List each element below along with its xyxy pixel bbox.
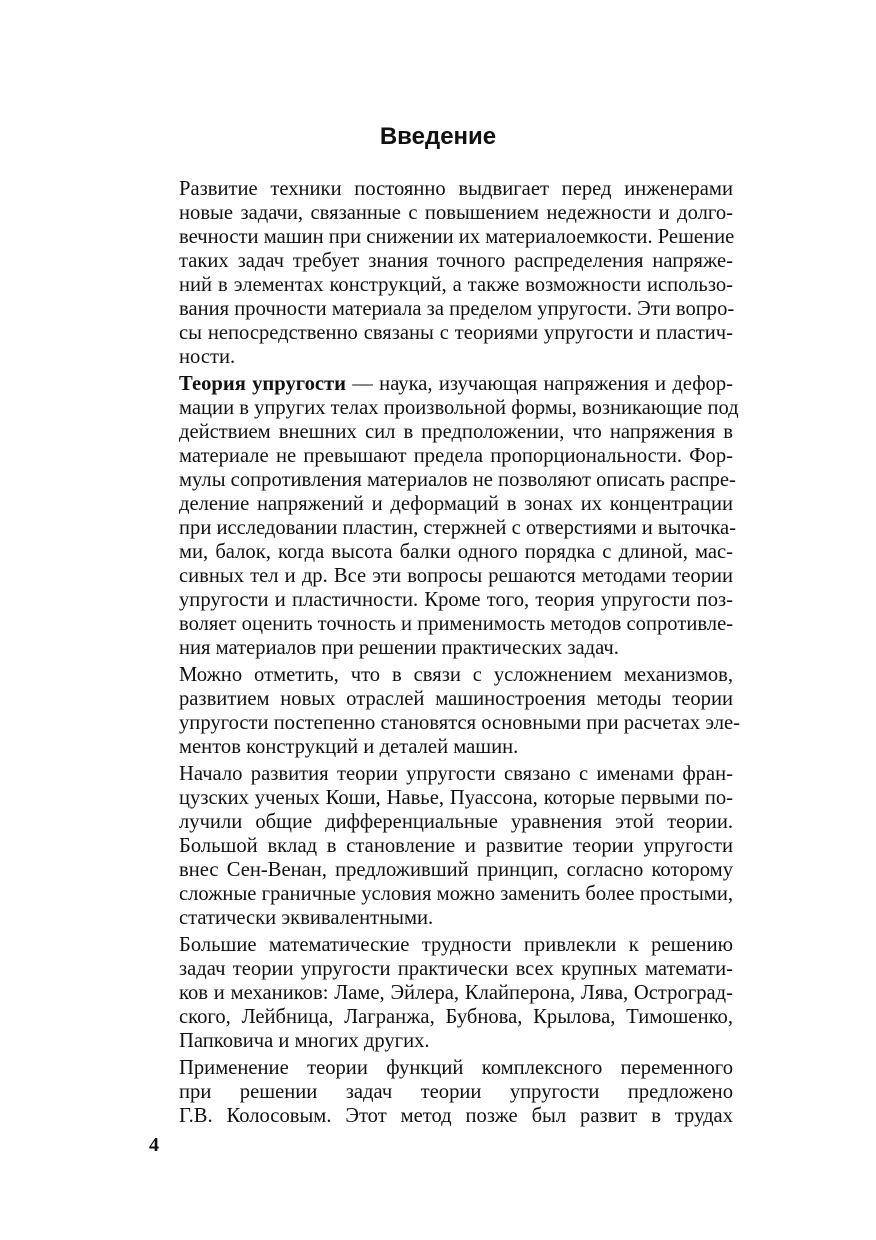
text-fragment: — наука, изучающая напряжения и дефор- <box>346 373 733 395</box>
text-line: Папковича и многих других. <box>179 1030 430 1052</box>
text-line: Применение теории функций комплексного переменного <box>179 1057 733 1079</box>
text-line: сивных тел и др. Все эти вопросы решаются методами теории <box>179 565 733 587</box>
text-line: ского, Лейбница, Лагранжа, Бубнова, Крылова, Тимошенко, <box>179 1006 733 1028</box>
text-line: при решении задач теории упругости предложено <box>179 1081 733 1103</box>
text-line: упругости постепенно становятся основными при расчетах эле- <box>179 712 741 734</box>
text-line: внес Сен-Венан, предложивший принцип, согласно которому <box>179 859 733 881</box>
text-line: Большой вклад в становление и развитие теории упругости <box>179 835 733 857</box>
defined-term: Теория упругости <box>179 373 347 395</box>
text-line: мации в упругих телах произвольной формы, возникающие под <box>179 397 739 419</box>
paragraph-4 <box>149 762 733 930</box>
text-line: вания прочности материала за пределом упругости. Эти вопро- <box>179 298 735 320</box>
text-line: ков и механиков: Ламе, Эйлера, Клайперона, Лява, Остроград- <box>179 982 733 1004</box>
text-line: статически эквивалентными. <box>179 907 434 929</box>
page-number: 4 <box>149 1134 159 1156</box>
text-line: вечности машин при снижении их материалоемкости. Решение <box>179 226 735 248</box>
paragraph-1 <box>149 177 733 369</box>
text-line: ний в элементах конструкций, а также возможности использо- <box>179 274 733 296</box>
text-line: воляет оценить точность и применимость методов сопротивле- <box>179 613 734 635</box>
page-title: Введение <box>379 123 497 150</box>
paragraph-2 <box>149 372 739 660</box>
text-line: Развитие техники постоянно выдвигает перед инженерами <box>179 178 733 200</box>
text-line: Большие математические трудности привлекли к решению <box>179 934 733 956</box>
text-line: материале не превышают предела пропорциональности. Фор- <box>179 445 733 467</box>
text-line: ментов конструкций и деталей машин. <box>179 736 519 758</box>
text-line: упругости и пластичности. Кроме того, теория упругости поз- <box>179 589 733 611</box>
text-line: таких задач требует знания точного распределения напряже- <box>179 250 733 272</box>
text-line: развитием новых отраслей машиностроения методы теории <box>179 688 733 710</box>
text-line: сложные граничные условия можно заменить более простыми, <box>179 883 733 905</box>
text-line: ния материалов при решении практических задач. <box>179 637 619 659</box>
text-line: сы непосредственно связаны с теориями упругости и пластич- <box>179 322 733 344</box>
paragraph-5 <box>149 933 733 1053</box>
paragraph-3 <box>149 663 741 759</box>
text-line: при исследовании пластин, стержней с отверстиями и выточка- <box>179 517 737 539</box>
body-text <box>149 177 741 1131</box>
text-line: деление напряжений и деформаций в зонах их концентрации <box>179 493 733 515</box>
text-line: цузских ученых Коши, Навье, Пуассона, которые первыми по- <box>179 787 733 809</box>
text-line: Можно отметить, что в связи с усложнением механизмов, <box>179 664 733 686</box>
text-line: задач теории упругости практически всех крупных математи- <box>179 958 733 980</box>
text-line: действием внешних сил в предположении, что напряжения в <box>179 421 733 443</box>
text-line: ности. <box>179 346 236 368</box>
text-line: ми, балок, когда высота балки одного порядка с длиной, мас- <box>179 541 733 563</box>
text-line: Начало развития теории упругости связано с именами фран- <box>179 763 733 785</box>
paragraph-6 <box>149 1056 733 1128</box>
text-line: мулы сопротивления материалов не позволяют описать распре- <box>179 469 736 491</box>
text-line <box>149 372 733 396</box>
text-line: новые задачи, связанные с повышением недежности и долго- <box>179 202 733 224</box>
text-line: Г.В. Колосовым. Этот метод позже был развит в трудах <box>179 1105 733 1127</box>
text-line: лучили общие дифференциальные уравнения этой теории. <box>179 811 733 833</box>
